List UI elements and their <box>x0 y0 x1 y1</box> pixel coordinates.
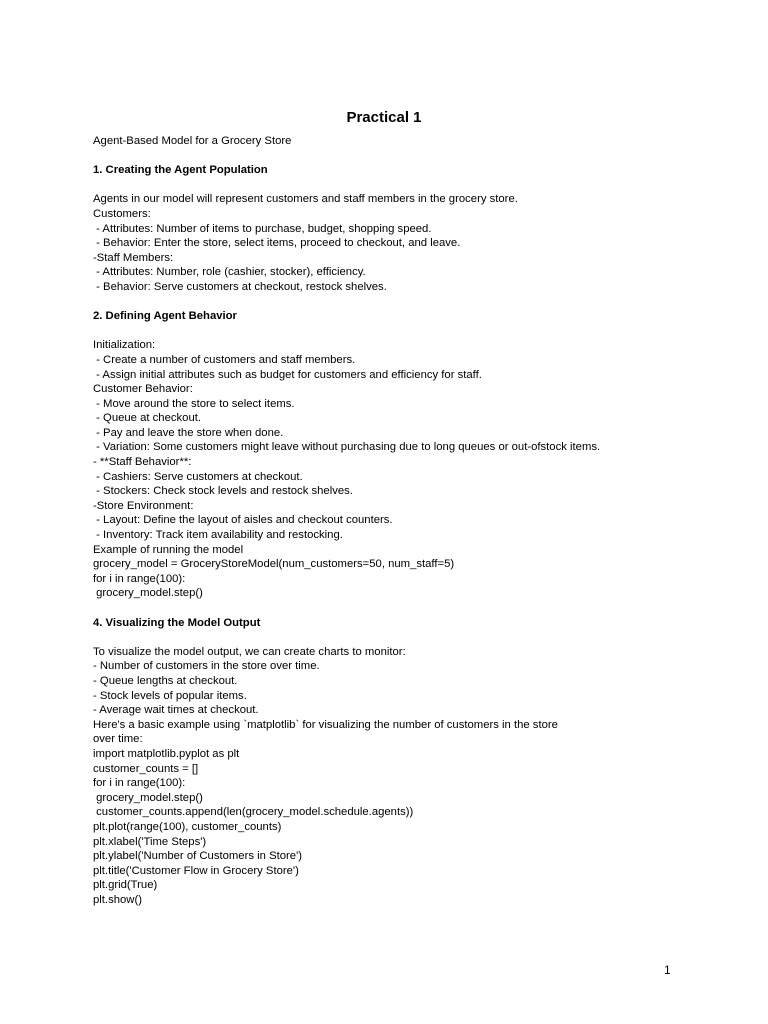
code-line: customer_counts.append(len(grocery_model.schedule.agents)) <box>93 806 414 819</box>
code-line: for i in range(100): <box>93 777 186 790</box>
code-line: plt.plot(range(100), customer_counts) <box>93 820 282 833</box>
spacer <box>93 149 693 164</box>
code-line: plt.title('Customer Flow in Grocery Store') <box>93 864 299 877</box>
body-line: - Stock levels of popular items. <box>93 689 247 702</box>
body-line: -Staff Members: <box>93 251 174 264</box>
body-line: - Behavior: Serve customers at checkout, restock shelves. <box>93 280 387 293</box>
spacer <box>93 630 693 645</box>
body-line: - Layout: Define the layout of aisles and checkout counters. <box>93 514 393 527</box>
code-line: plt.grid(True) <box>93 879 158 892</box>
page-number: 1 <box>664 963 671 977</box>
body-line: Here's a basic example using `matplotlib` for visualizing the number of customers in the store <box>93 718 558 731</box>
body-line: - Create a number of customers and staff members. <box>93 353 356 366</box>
body-line: Initialization: <box>93 339 156 352</box>
code-line: grocery_model.step() <box>93 791 203 804</box>
body-line: - Behavior: Enter the store, select items, proceed to checkout, and leave. <box>93 237 461 250</box>
body-line: - Queue at checkout. <box>93 412 202 425</box>
section-heading: 1. Creating the Agent Population <box>93 164 268 177</box>
document-body <box>93 134 693 907</box>
body-line: - Stockers: Check stock levels and restock shelves. <box>93 485 353 498</box>
body-line: Agents in our model will represent customers and staff members in the grocery store. <box>93 193 518 206</box>
body-line: - **Staff Behavior**: <box>93 456 192 469</box>
code-line: plt.xlabel('Time Steps') <box>93 835 207 848</box>
body-line: - Cashiers: Serve customers at checkout. <box>93 470 303 483</box>
page-title: Practical 1 <box>346 109 422 126</box>
body-line: - Assign initial attributes such as budget for customers and efficiency for staff. <box>93 368 482 381</box>
body-line: - Inventory: Track item availability and restocking. <box>93 529 343 542</box>
spacer <box>93 324 693 339</box>
body-line: - Queue lengths at checkout. <box>93 674 238 687</box>
body-line: over time: <box>93 733 143 746</box>
section-heading: 4. Visualizing the Model Output <box>93 616 261 629</box>
document-subtitle: Agent-Based Model for a Grocery Store <box>93 135 292 147</box>
code-line: grocery_model = GroceryStoreModel(num_customers=50, num_staff=5) <box>93 558 455 571</box>
code-line: plt.ylabel('Number of Customers in Store') <box>93 850 302 863</box>
code-line: import matplotlib.pyplot as plt <box>93 747 240 760</box>
code-line: customer_counts = [] <box>93 762 199 775</box>
body-line: To visualize the model output, we can create charts to monitor: <box>93 645 406 658</box>
code-line: for i in range(100): <box>93 572 186 585</box>
spacer <box>93 601 693 616</box>
body-line: - Move around the store to select items. <box>93 397 295 410</box>
body-line: - Variation: Some customers might leave without purchasing due to long queues or out-ofstock items. <box>93 441 601 454</box>
code-line: plt.show() <box>93 893 142 906</box>
body-line: Customers: <box>93 207 151 220</box>
body-line: - Attributes: Number, role (cashier, stocker), efficiency. <box>93 266 366 279</box>
section-heading: 2. Defining Agent Behavior <box>93 310 237 323</box>
body-line: - Attributes: Number of items to purchase, budget, shopping speed. <box>93 222 432 235</box>
body-line: Customer Behavior: <box>93 383 193 396</box>
spacer <box>93 178 693 193</box>
body-line: -Store Environment: <box>93 499 194 512</box>
code-line: grocery_model.step() <box>93 587 203 600</box>
spacer <box>93 295 693 310</box>
body-line: - Pay and leave the store when done. <box>93 426 284 439</box>
body-line: - Number of customers in the store over time. <box>93 660 320 673</box>
body-line: Example of running the model <box>93 543 244 556</box>
body-line: - Average wait times at checkout. <box>93 704 259 717</box>
